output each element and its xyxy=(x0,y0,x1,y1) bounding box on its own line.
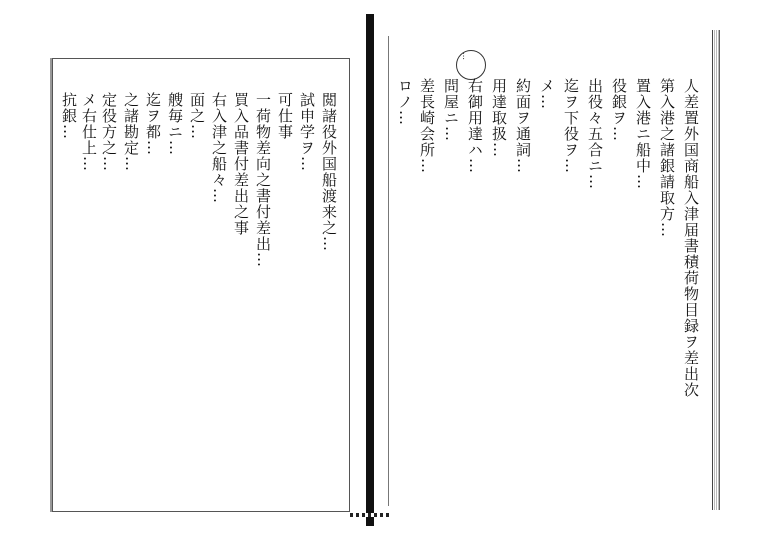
text-column: 抗銀… xyxy=(60,92,78,140)
text-column: 右入津之船々… xyxy=(210,92,228,204)
text-column: 置入港ニ船中… xyxy=(634,78,652,190)
text-column: 面之… xyxy=(188,92,206,140)
text-column: 定役方之… xyxy=(100,92,118,172)
text-column: 差長崎会所… xyxy=(418,78,436,174)
text-column: 艘毎ニ… xyxy=(166,92,184,156)
text-column: 迄ヲ下役ヲ… xyxy=(562,78,580,174)
text-column: メ右仕上… xyxy=(80,92,98,172)
text-column: 約面ヲ通詞… xyxy=(514,78,532,174)
text-column: 出役々五合ニ… xyxy=(586,78,604,190)
text-column: 之諸勘定… xyxy=(122,92,140,172)
page-edge xyxy=(712,30,720,510)
text-column: 試申学ヲ… xyxy=(298,92,316,172)
text-column: 用達取扱… xyxy=(490,78,508,158)
text-column: 第入港之諸銀請取方… xyxy=(658,78,676,238)
spine-foot xyxy=(350,513,390,517)
text-column: 閲諸役外国船渡来之… xyxy=(320,92,338,252)
text-column: 買入品書付差出之事 xyxy=(232,92,250,236)
text-column: ロノ… xyxy=(396,78,414,126)
text-column: 人差置外国商船入津届書積荷物目録ヲ差出次 xyxy=(682,78,700,398)
text-column: 迄ヲ都… xyxy=(144,92,162,156)
text-column: メ… xyxy=(538,78,556,110)
text-column: 右御用達ハ… xyxy=(466,78,484,174)
book-spine xyxy=(366,14,374,526)
text-column: 役銀ヲ… xyxy=(610,78,628,142)
text-column: 可仕事 xyxy=(276,92,294,140)
text-column: 問屋ニ… xyxy=(442,78,460,142)
text-column: 一荷物差向之書付差出… xyxy=(254,92,272,268)
stamp-text: … xyxy=(461,52,470,60)
